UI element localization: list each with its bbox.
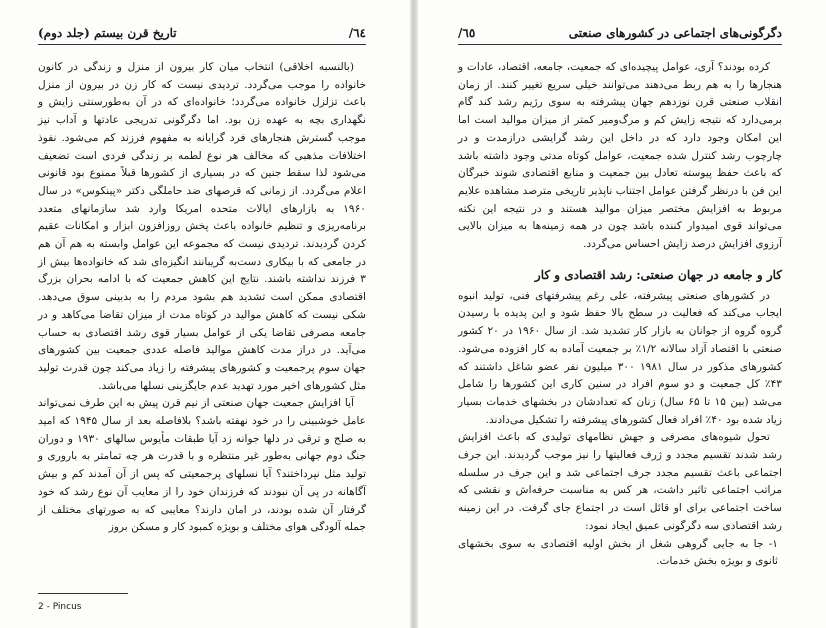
list-item: ۱- جا به جایی گروهی شغل از بخش اولیه اقتصادی به سوی بخشهای ثانوی و بویژه بخش خدمات. [458,537,778,568]
left-page-number: ٦٤/ [348,26,366,40]
right-intro-paragraph: کرده بودند؟ آری، عوامل پیچیده‌ای که جمعیت، جامعه، اقتصاد، عادات و هنجارها را به هم ربط می‌دهند می‌توانند خیلی سریع تغییر کنند. از زمان انقلاب صنعتی قرن نوزدهم جهان پیشرفته به سوی رژیم رشد کند گام برمی‌دارد که نتیجه زایش کم و مرگ‌ومیر کمتر از میزان موالید است اما این امکان وجود دارد که در داخل این رشد گرایشی درازمدت و در چارچوب رشد کنترل شده جمعیت، عوامل کوتاه مدتی وجود داشته باشد که باعث حفظ پیوسته تعادل بین جمعیت و منابع اقتصادی شوند خبرگان این فن با درنظر گرفتن عوامل اجتناب ناپذیر تاریخی مترصد مشاهده علایم مربوط به افزایش مختصر میزان موالید هستند و در نتیجه این نکته می‌تواند قوی امیدوار کننده باشد چون در همه زمینه‌ها به میزان بالایی آرزوی افزایش درصد زایش احساس می‌گردد. [458,61,782,251]
footnote-rule [38,593,128,594]
section-heading: کار و جامعه در جهان صنعتی: رشد اقتصادی و کار [534,267,782,282]
left-paragraph: آیا افزایش جمعیت جهان صنعتی از نیم قرن پیش به این طرف نمی‌تواند عامل خوشبینی را در خود نهفته باشد؟ بلافاصله بعد از سال ۱۹۴۵ که امید به صلح و ترقی در دلها جوانه زد آیا طبقات مأیوس سالهای ۱۹۳۰ و دوران جنگ دوم جهانی به‌طور غیر منتظره و با قدرت هر چه تمامتر به باروری و تولید مثل نپرداختند؟ آیا نسلهای پرجمعیتی که پس از آن آمدند کم و بیش آگاهانه در پی آن نبودند که فرزندان خود را از معایب آن نوع رشد که خود گرفتار آن شده بودند، در امان دارند؟ معایبی که به صورتهای مختلف از جمله آلودگی هوای مختلف و بویژه کمبود کار و مسکن بروز [38,397,367,534]
right-running-head [458,26,782,45]
right-paragraph: تحول شیوه‌های مصرفی و جهش نظامهای تولیدی که باعث افزایش رشد شدند تقسیم مجدد و ژرف فعالیتها را نیز موجب گردیدند. این جرف اجتماعی باعث تقسیم مجدد جرف اجتماعی شد و این جرف در سلسله مراتب اجتماعی تاثیر داشت، هر کس به مناسبت حرفه‌اش و نقشی که ساخت اجتماعی برای او قائل است در اجتماع جای گرفت. در این زمینه رشد اقتصادی سه دگرگونی عمیق ایجاد نمود: [458,431,782,532]
left-page [0,0,410,628]
right-page-number: ٦٥/ [458,26,476,40]
left-running-title: تاریخ قرن بیستم (جلد دوم) [38,26,177,40]
left-paragraph: (بالنسبه اخلاقی) انتخاب میان کار بیرون از منزل و زندگی در کانون خانواده را موجب می‌گردد. تردیدی نیست که کار زن در بیرون از منزل باعث تزلزل خانواده می‌گردد؛ خانواده‌ای که در آن به‌طورسنتی زایش و نگهداری بچه به عهده زن بود. اما دگرگونی تدریجی عادتها و آداب نیز موجب گسترش هنجارهای فرد گرایانه به مفهوم فرزند کم می‌شود. نفوذ اختلافات مذهبی که مخالف هر نوع لطمه بر زندگی فردی است تضعیف می‌شود لذا سقط جنین که در بسیاری از کشورها قبلاً ممنوع بود قانونی اعلام می‌گردد. از زمانی که قرصهای ضد حاملگی دکتر «پینکوس» در سال ۱۹۶۰ به بازارهای ایالات متحده امریکا وارد شد سازمانهای متعدد برنامه‌ریزی و تنظیم خانواده باعث پخش روزافزون ابزار و امکانات عقیم کردن گردیدند. تردیدی نیست که مجموعه این عوامل وابسته به هم آن هم در جامعی که با بیکاری دست‌به گریبانند انگیزه‌ای شد که خانواده‌ها بیش از ۳ فرزند نداشته باشند. نتایج این کاهش جمعیت که با ادامه بحران بزرگ اقتصادی ممکن است تشدید هم بشود مردم را به بدبینی سوق می‌دهد. شکی نیست که کاهش موالید در کوتاه مدت از میزان تقاضا می‌کاهد و در جامعه مصرفی تقاضا یکی از عوامل بسیار قوی رشد اقتصادی به حساب می‌آید. در دراز مدت کاهش موالید فاصله عددی جمعیت بین کشورهای جهان سوم پرجمعیت و کشورهای پیشرفته را زیاد می‌کند چون قدرت تولید مثل کشورهای اخیر مورد تهدید عدم جایگزینی نسلها می‌باشد. [38,61,366,392]
right-running-title: دگرگونی‌های اجتماعی در کشورهای صنعتی [568,26,782,40]
left-running-head [38,26,366,45]
right-paragraph: در کشورهای صنعتی پیشرفته، علی رغم پیشرفتهای فنی، تولید انبوه ایجاب می‌کند که فعالیت در سطح بالا حفظ شود و این پدیده با رسیدن گروه گروه از جوانان به بازار کار تشدید شد. از سال ۱۹۶۰ در ۲۰ کشور صنعتی با اقتصاد آزاد سالانه ۱/۲٪ بر جمعیت آماده به کار افزوده می‌شود. کشورهای مذکور در سال ۱۹۸۱ ۳۰۰ میلیون نفر عضو شاغل داشتند که ۴۳٪ کل جمعیت و دو سوم افراد در سنین کاری این کشورها را شامل می‌شد (بین ۱۵ تا ۶۵ سال) زنان که تعدادشان در بخشهای خدمات بسیار زیاد شده بود ۴۰٪ افراد فعال کشورهای پیشرفته را تشکیل می‌دادند. [458,289,782,426]
right-page [418,0,826,628]
footnote: 2 - Pincus [38,602,82,612]
book-gutter [410,0,418,628]
